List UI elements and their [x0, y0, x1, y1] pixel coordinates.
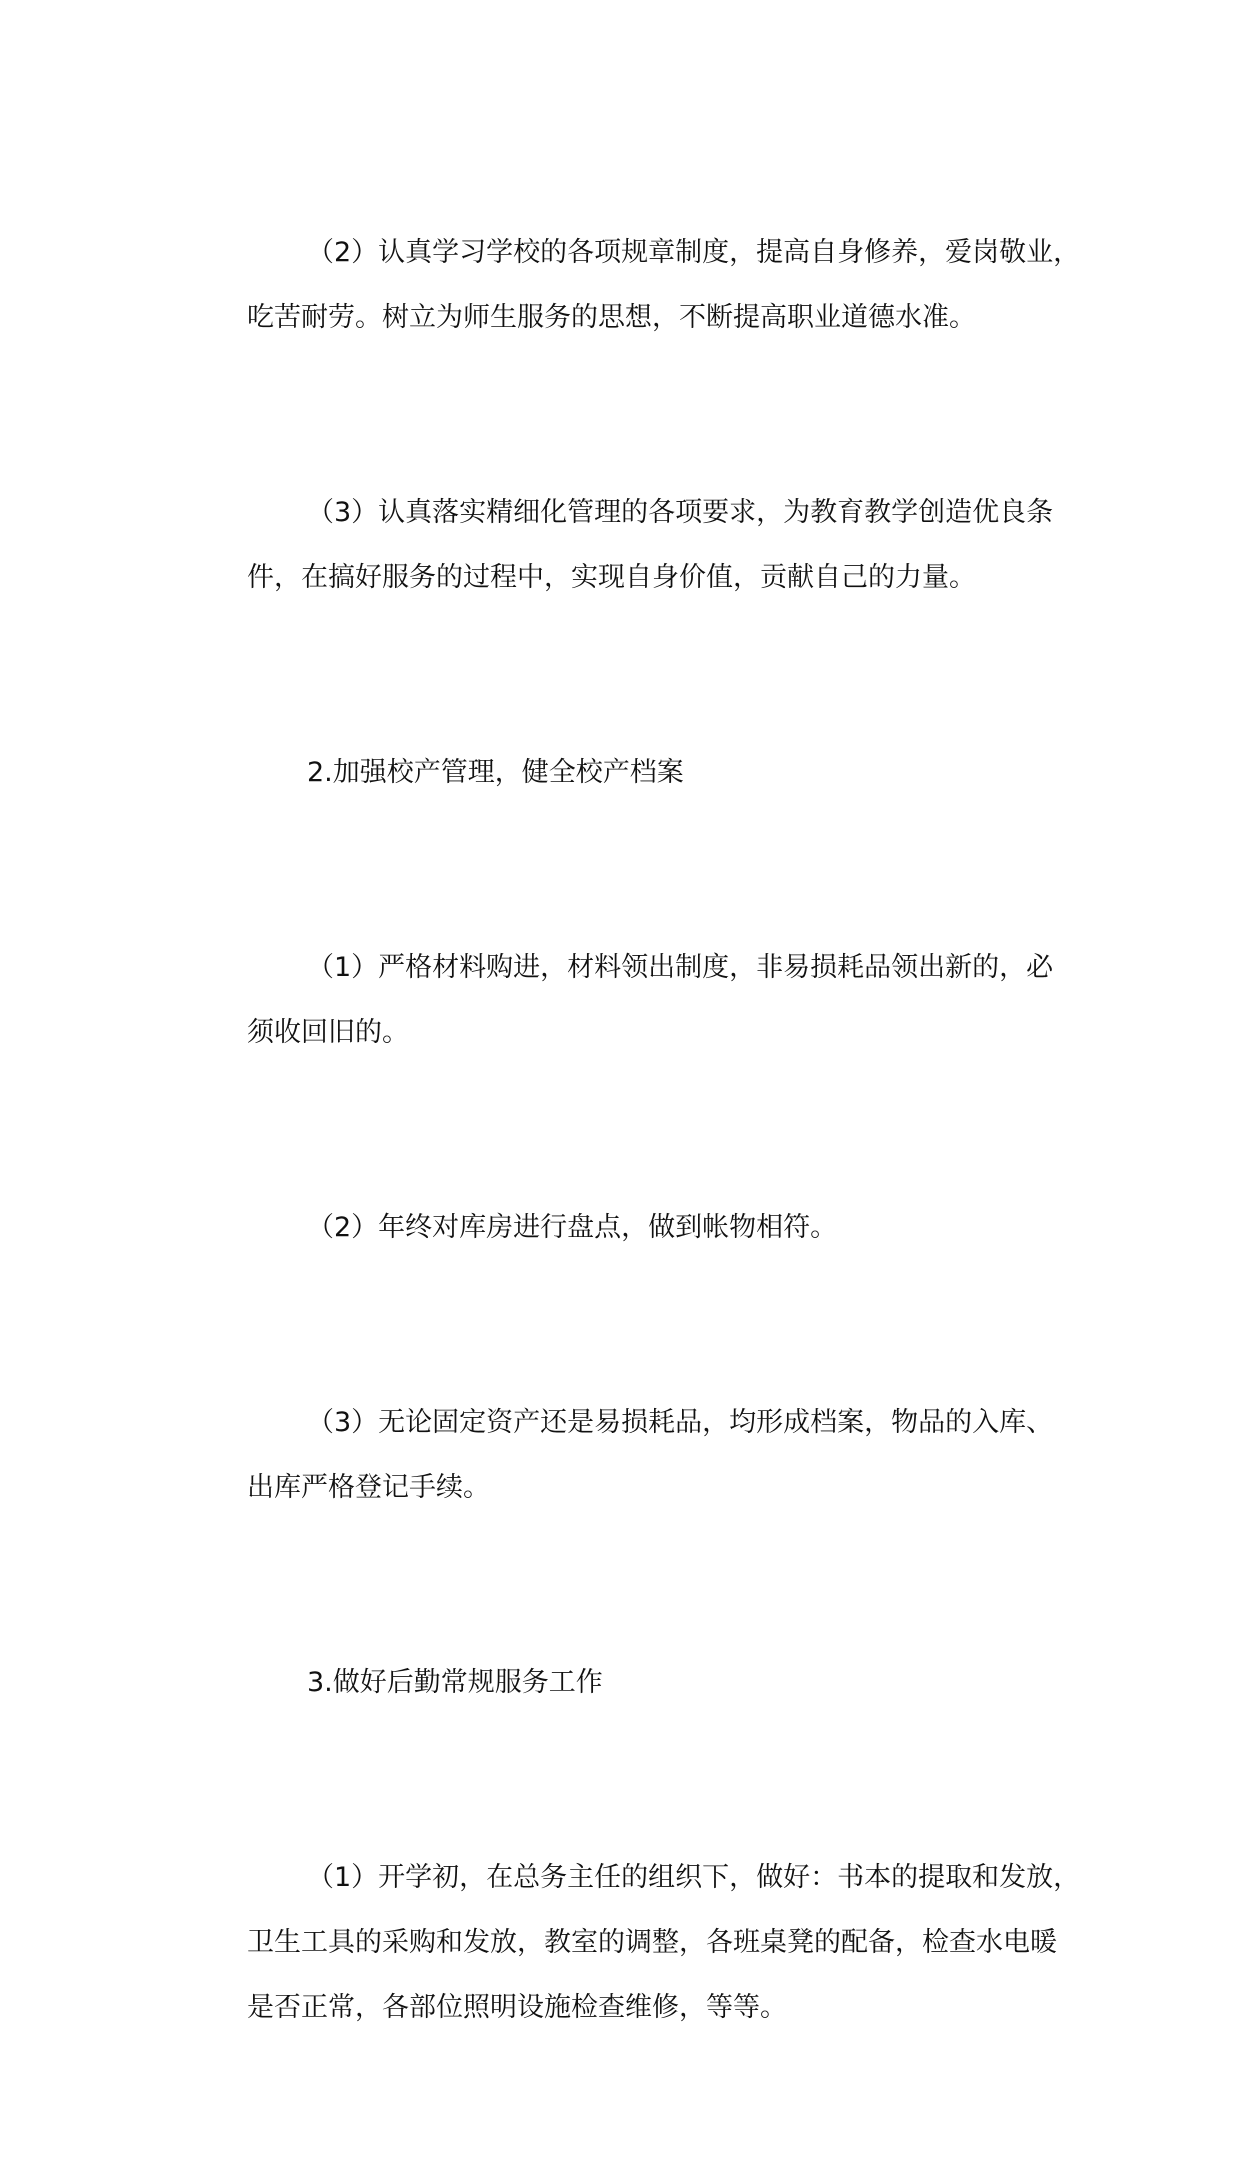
paragraph-line: 须收回旧的。 [247, 1017, 409, 1048]
section-heading-text: 3.做好后勤常规服务工作 [307, 1667, 603, 1698]
paragraph-line: （2）认真学习学校的各项规章制度，提高自身修养，爱岗敬业， [307, 237, 1081, 268]
document-body [187, 220, 1087, 2170]
paragraph-line: 吃苦耐劳。树立为师生服务的思想，不断提高职业道德水准。 [247, 302, 976, 333]
section-heading-text: 2.加强校产管理，健全校产档案 [307, 757, 684, 788]
paragraph-line: 出库严格登记手续。 [247, 1472, 490, 1503]
paragraph-line: （2）年终对库房进行盘点，做到帐物相符。 [307, 1212, 838, 1243]
paragraph-line: 件，在搞好服务的过程中，实现自身价值，贡献自己的力量。 [247, 562, 976, 593]
paragraph-line: （1）开学初，在总务主任的组织下，做好：书本的提取和发放， [307, 1862, 1081, 1893]
paragraph-line: 是否正常，各部位照明设施检查维修，等等。 [247, 1992, 787, 2023]
paragraph-item-2-3 [187, 480, 1087, 610]
section-heading-2 [187, 740, 1087, 805]
paragraph-item-3-2 [187, 1195, 1087, 1260]
paragraph-item-2-2 [187, 220, 1087, 350]
paragraph-line: 卫生工具的采购和发放，教室的调整，各班桌凳的配备，检查水电暖 [247, 1927, 1057, 1958]
paragraph-line: （1）严格材料购进，材料领出制度，非易损耗品领出新的，必 [307, 952, 1054, 983]
paragraph-item-3-3 [187, 1390, 1087, 1520]
section-heading-3 [187, 1650, 1087, 1715]
paragraph-item-3-1 [187, 935, 1087, 1065]
paragraph-line: （3）认真落实精细化管理的各项要求，为教育教学创造优良条 [307, 497, 1054, 528]
paragraph-line: （3）无论固定资产还是易损耗品，均形成档案，物品的入库、 [307, 1407, 1054, 1438]
paragraph-item-4-1 [187, 1845, 1087, 2040]
